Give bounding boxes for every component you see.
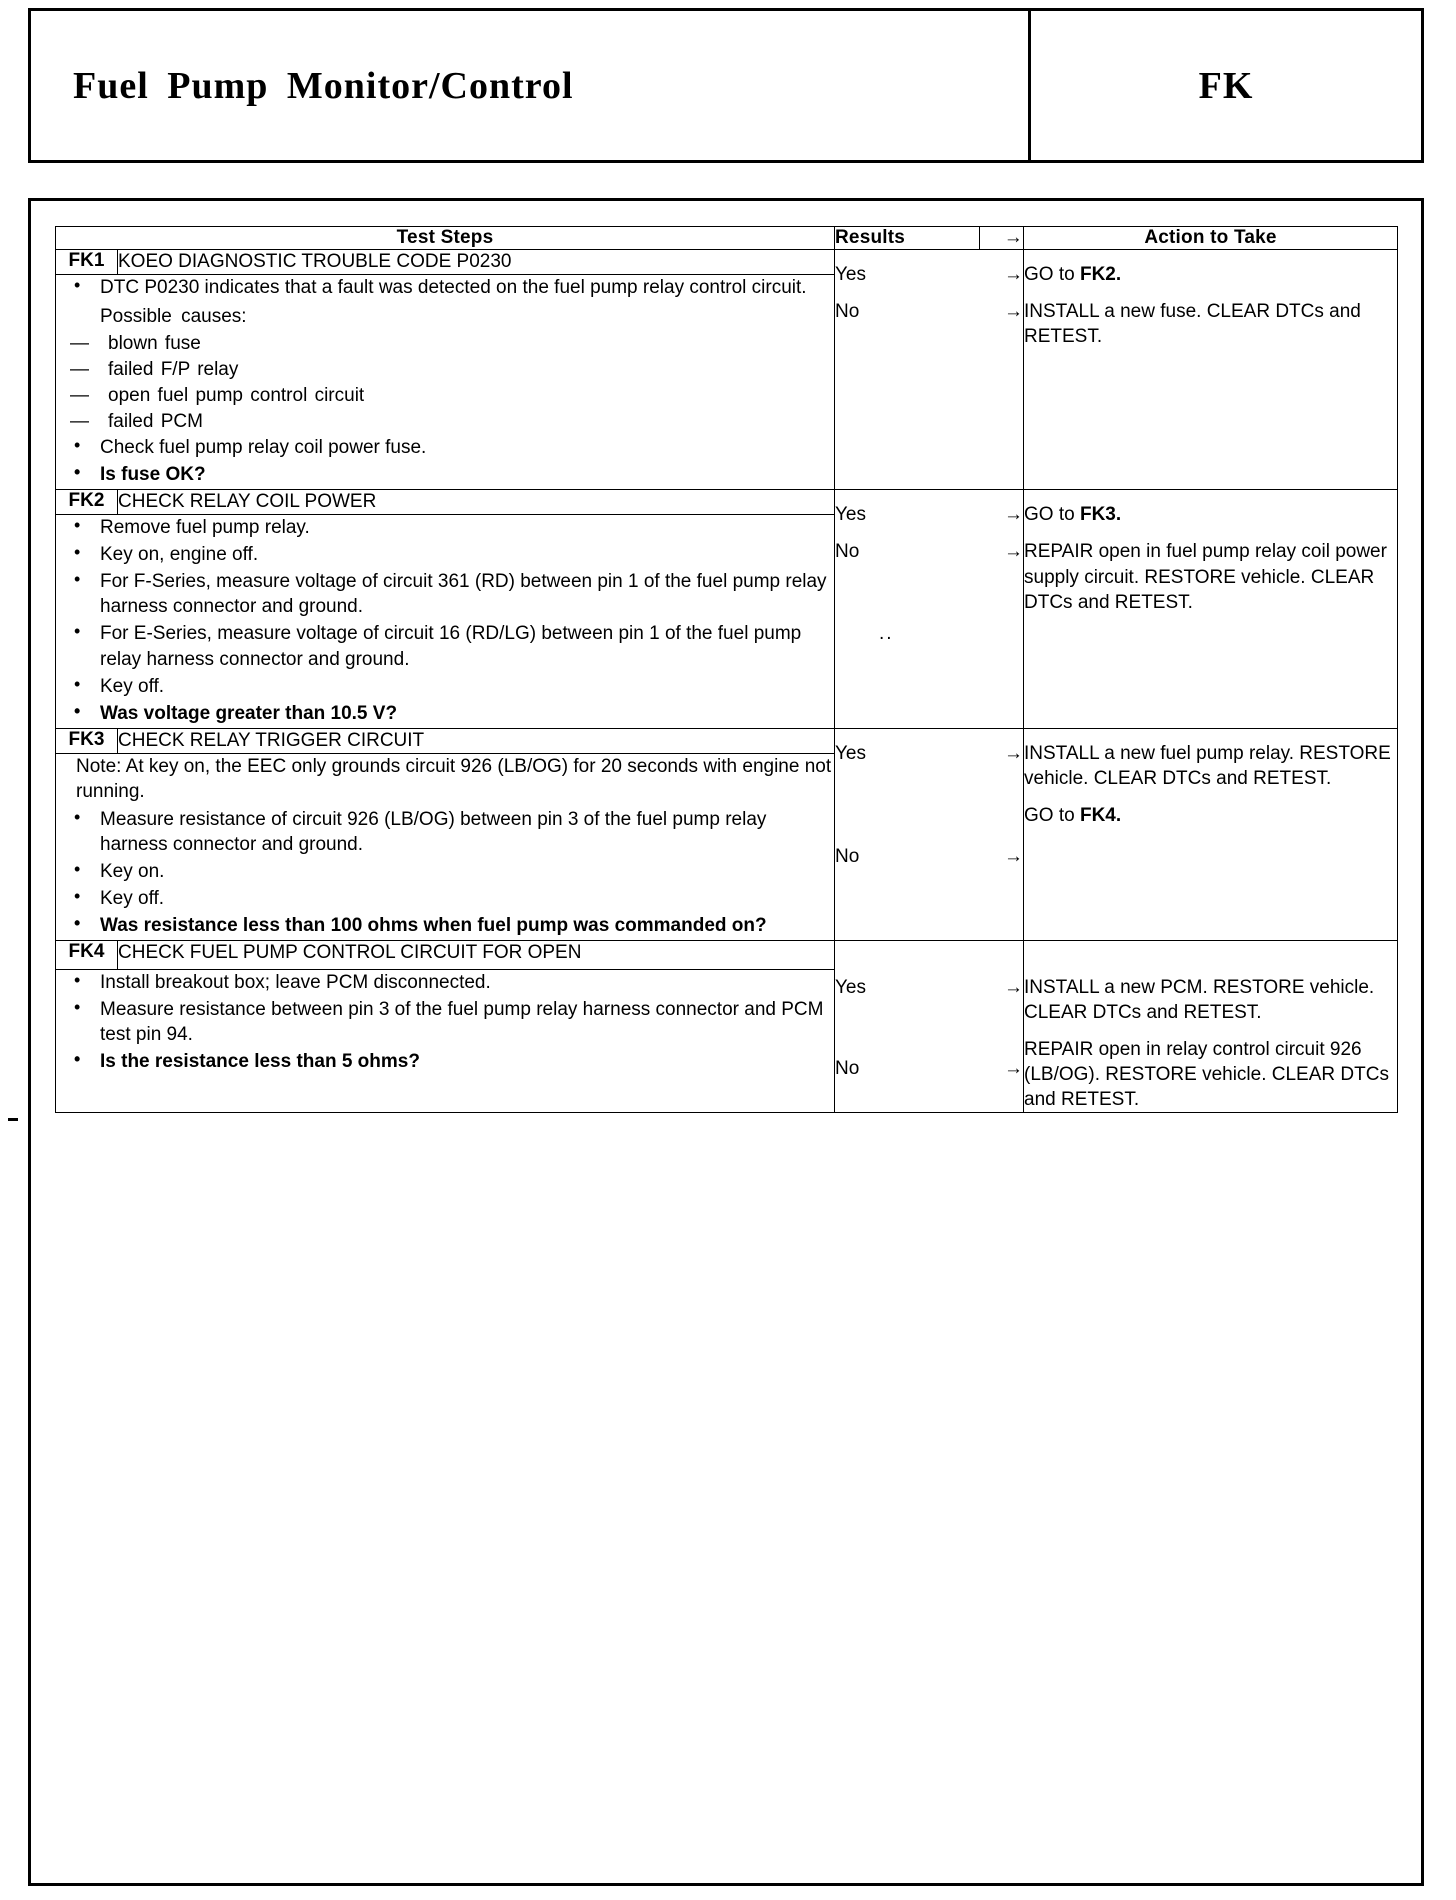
action-yes-fk3: INSTALL a new fuel pump relay. RESTORE vehicle. CLEAR DTCs and RETEST. <box>1024 742 1391 789</box>
arrow-icon-yes: → <box>1004 742 1023 764</box>
action-yes-fk4: INSTALL a new PCM. RESTORE vehicle. CLEAR DTCs and RETEST. <box>1024 977 1375 1024</box>
section-code: FK <box>1198 64 1254 107</box>
list-item-question: • Was voltage greater than 10.5 V? <box>56 701 834 726</box>
action-no-fk2: REPAIR open in fuel pump relay coil power supply circuit. RESTORE vehicle. CLEAR DTCs and RETEST. <box>1024 541 1387 613</box>
result-no: No <box>835 845 860 867</box>
possible-causes-label: Possible causes: <box>100 305 247 327</box>
arrow-icon-yes: → <box>1004 977 1023 999</box>
action-no-fk1: INSTALL a new fuse. CLEAR DTCs and RETEST. <box>1024 301 1361 348</box>
result-yes: Yes <box>835 264 866 285</box>
arrow-icon-no: → <box>1004 301 1023 323</box>
results-cell-fk1 <box>835 250 980 490</box>
list-item: • Check fuel pump relay coil power fuse. <box>56 435 834 460</box>
list-item-question: • Is the resistance less than 5 ohms? <box>56 1049 834 1074</box>
list-item: • Remove fuel pump relay. <box>56 515 834 540</box>
arrow-icon-no: → <box>1004 845 1023 867</box>
steps-cell-fk2 <box>56 515 835 729</box>
arrow-cell-fk4 <box>980 941 1024 1113</box>
action-no-fk4: REPAIR open in relay control circuit 926 (LB/OG). RESTORE vehicle. CLEAR DTCs and RETEST. <box>1024 1039 1389 1111</box>
list-item: • For E-Series, measure voltage of circuit 16 (RD/LG) between pin 1 of the fuel pump relay harness connector and ground. <box>56 621 834 671</box>
column-header-arrow-icon: → <box>980 227 1024 250</box>
margin-tick-mark <box>8 1118 18 1121</box>
results-cell-fk3 <box>835 728 980 940</box>
steps-cell-fk3 <box>56 753 835 941</box>
result-no: No <box>835 541 860 563</box>
column-header-results: Results <box>835 227 980 250</box>
results-cell-fk4 <box>835 941 980 1113</box>
arrow-icon-no: → <box>1004 541 1023 563</box>
header-code-cell <box>1031 11 1421 160</box>
arrow-cell-fk2 <box>980 490 1024 728</box>
step-title-fk3: CHECK RELAY TRIGGER CIRCUIT <box>118 728 835 753</box>
note-text: Note: At key on, the EEC only grounds circuit 926 (LB/OG) for 20 seconds with engine not running. <box>76 755 832 802</box>
list-item: — open fuel pump control circuit <box>56 383 834 408</box>
arrow-icon-yes: → <box>1004 264 1023 285</box>
list-item: • DTC P0230 indicates that a fault was detected on the fuel pump relay control circuit. <box>56 275 834 300</box>
step-id-fk4: FK4 <box>56 941 118 970</box>
action-cell-fk2 <box>1024 490 1398 728</box>
stray-marks: .. <box>879 622 894 644</box>
step-id-fk1: FK1 <box>56 250 118 275</box>
table-row <box>56 490 1398 515</box>
diagnostic-table <box>55 226 1398 1113</box>
column-header-action: Action to Take <box>1024 227 1398 250</box>
action-cell-fk1 <box>1024 250 1398 490</box>
step-id-fk2: FK2 <box>56 490 118 515</box>
action-no-fk3: GO to FK4. <box>1024 804 1122 826</box>
list-item: • Key off. <box>56 674 834 699</box>
list-item: • Key off. <box>56 886 834 911</box>
list-item: • Key on. <box>56 859 834 884</box>
arrow-icon-yes: → <box>1004 504 1023 526</box>
step-title-fk4: CHECK FUEL PUMP CONTROL CIRCUIT FOR OPEN <box>118 941 835 970</box>
header-title-cell <box>31 11 1031 160</box>
result-yes: Yes <box>835 504 866 526</box>
column-header-test-steps: Test Steps <box>56 227 835 250</box>
page-header <box>28 8 1424 163</box>
results-cell-fk2 <box>835 490 980 728</box>
arrow-cell-fk1 <box>980 250 1024 490</box>
steps-cell-fk1 <box>56 274 835 490</box>
result-yes: Yes <box>835 977 866 999</box>
list-item: • Measure resistance of circuit 926 (LB/OG) between pin 3 of the fuel pump relay harness connector and ground. <box>56 807 834 857</box>
list-item-question: • Was resistance less than 100 ohms when fuel pump was commanded on? <box>56 913 834 938</box>
table-header-row <box>56 227 1398 250</box>
step-title-fk2: CHECK RELAY COIL POWER <box>118 490 835 515</box>
step-title-fk1: KOEO DIAGNOSTIC TROUBLE CODE P0230 <box>118 250 835 275</box>
action-cell-fk4 <box>1024 941 1398 1113</box>
action-yes-fk1: GO to FK2. <box>1024 264 1122 285</box>
page-title: Fuel Pump Monitor/Control <box>73 64 574 107</box>
table-row <box>56 941 1398 970</box>
list-item: • Install breakout box; leave PCM disconnected. <box>56 970 834 995</box>
list-item: — failed PCM <box>56 409 834 434</box>
result-yes: Yes <box>835 742 866 764</box>
list-item: — blown fuse <box>56 331 834 356</box>
action-cell-fk3 <box>1024 728 1398 940</box>
step-id-fk3: FK3 <box>56 728 118 753</box>
arrow-cell-fk3 <box>980 728 1024 940</box>
list-item: — failed F/P relay <box>56 357 834 382</box>
list-item: • For F-Series, measure voltage of circuit 361 (RD) between pin 1 of the fuel pump relay harness connector and ground. <box>56 569 834 619</box>
table-row <box>56 250 1398 275</box>
table-row <box>56 728 1398 753</box>
list-item: • Measure resistance between pin 3 of the fuel pump relay harness connector and PCM test pin 94. <box>56 997 834 1047</box>
list-item-question: • Is fuse OK? <box>56 462 834 487</box>
result-no: No <box>835 301 860 323</box>
arrow-icon-no: → <box>1004 1058 1023 1080</box>
result-no: No <box>835 1058 860 1080</box>
list-item: • Key on, engine off. <box>56 542 834 567</box>
action-yes-fk2: GO to FK3. <box>1024 504 1122 526</box>
steps-cell-fk4 <box>56 969 835 1113</box>
